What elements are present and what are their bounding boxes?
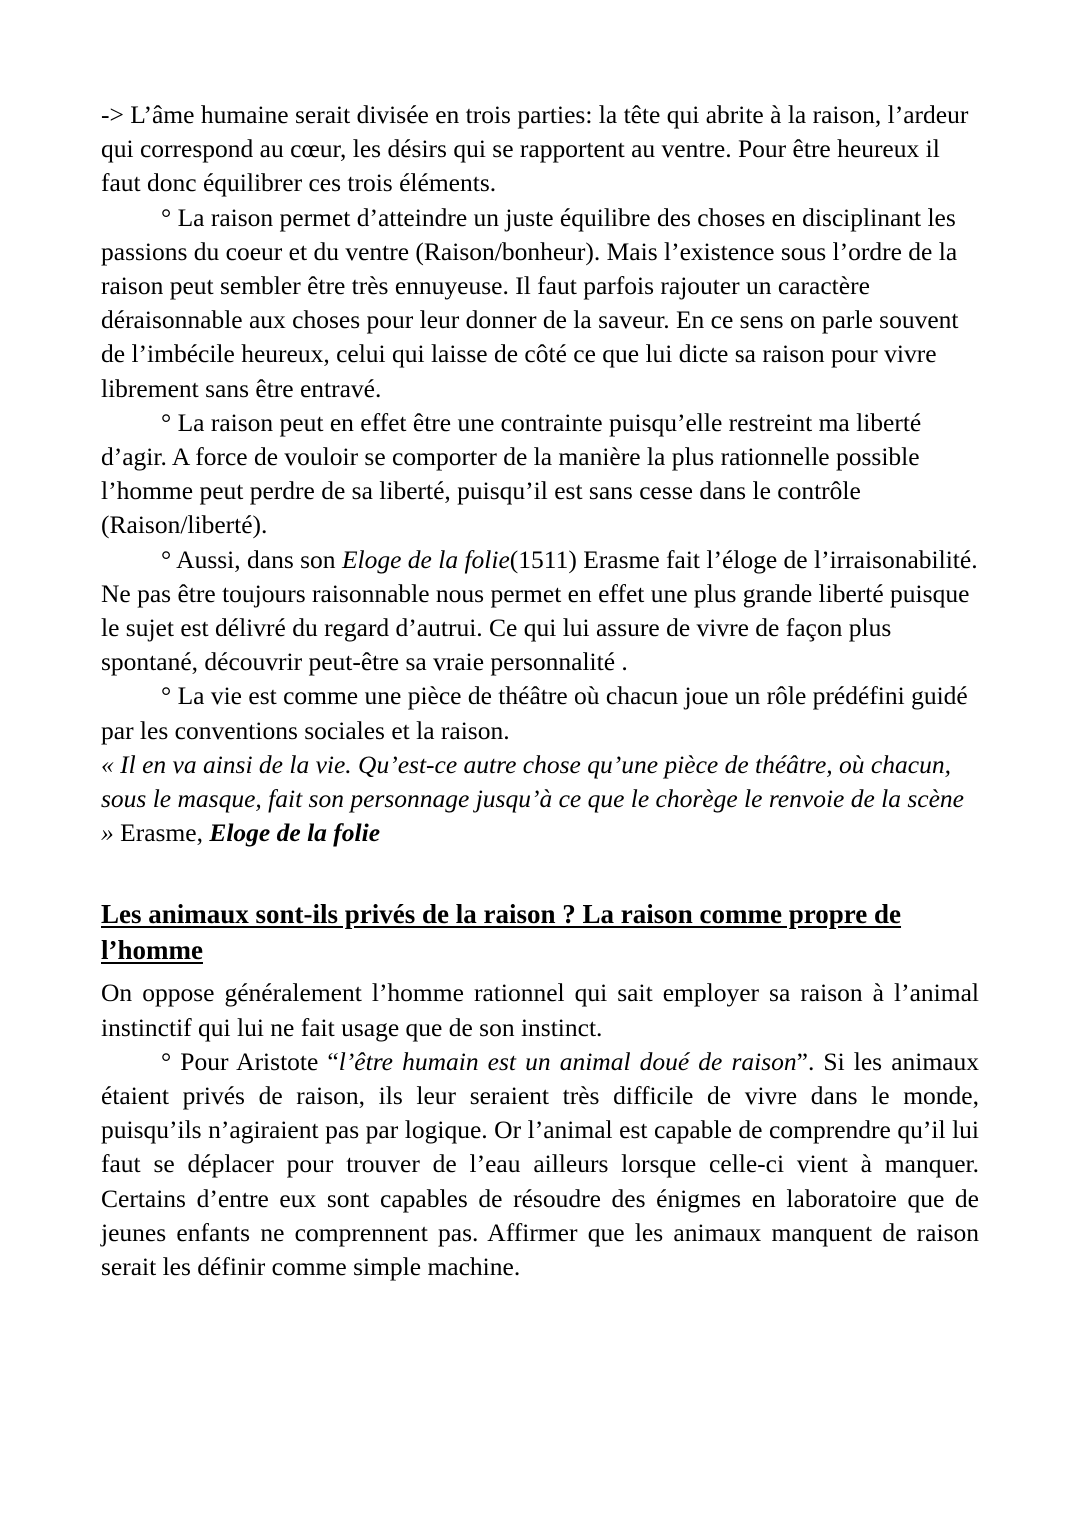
aristote-suffix: ”. Si les animaux étaient privés de raison, ils leur seraient très difficile de vivre dans le monde, puisqu’ils n’agiraient pas par logique. Or l’animal est capable de comprendre qu’il lui faut se déplacer pour trouver de l’eau ailleurs lorsque celle-ci vient à manquer. Certains d’entre eux sont capables de résoudre des énigmes en laboratoire que de jeunes enfants ne comprennent pas. Affirmer que les animaux manquent de raison serait les définir comme simple machine. — [101, 1046, 979, 1282]
blockquote-erasme — [101, 748, 979, 851]
document-content — [101, 98, 979, 1284]
paragraph-homme-vs-animal: On oppose généralement l’homme rationnel qui sait employer sa raison à l’animal instinctif qui lui ne fait usage que de son instinct. — [101, 978, 979, 1042]
quotation-work-title: Eloge de la folie — [209, 818, 381, 848]
quotation-author: Erasme, — [120, 818, 210, 848]
quotation-text: « Il en va ainsi de la vie. Qu’est-ce autre chose qu’une pièce de théâtre, où chacun, sous le masque, fait son personnage jusqu’à ce que le chorège le renvoie de la scène » — [101, 749, 965, 848]
section-heading-animaux-raison: Les animaux sont-ils privés de la raison ? La raison comme propre de l’homme — [101, 899, 902, 966]
paragraph-intro: -> L’âme humaine serait divisée en trois parties: la tête qui abrite à la raison, l’ardeur qui correspond au cœur, les désirs qui se rapportent au ventre. Pour être heureux il faut donc équilibrer ces trois éléments. — [101, 100, 969, 198]
work-title-eloge-de-la-folie-italic: Eloge de la folie — [341, 544, 510, 574]
aristote-prefix: ° Pour Aristote “ — [161, 1046, 339, 1076]
heading-top-spacer — [101, 850, 979, 896]
bullet-erasme-suffix: (1511) Erasme fait l’éloge de l’irraisonabilité. Ne pas être toujours raisonnable nous permet en effet une plus grande liberté puisque le sujet est délivré du regard d’autrui. Ce qui lui assure de vivre de façon plus spontané, découvrir peut-être sa vraie personnalité . — [101, 544, 978, 677]
paragraph-bullet-vie-theatre: ° La vie est comme une pièce de théâtre où chacun joue un rôle prédéfini guidé par les conventions sociales et la raison. — [101, 681, 968, 745]
bullet-erasme-prefix: ° Aussi, dans son — [161, 544, 342, 574]
paragraph-bullet-raison-contrainte: ° La raison peut en effet être une contrainte puisqu’elle restreint ma liberté d’agir. A force de vouloir se comporter de la manière la plus rationnelle possible l’homme peut perdre de sa liberté, puisqu’il est sans cesse dans le contrôle (Raison/liberté). — [101, 407, 922, 540]
aristote-quote-italic: l’être humain est un animal doué de raison — [338, 1046, 797, 1076]
paragraph-bullet-aristote — [101, 1045, 979, 1284]
paragraph-bullet-raison-equilibre: ° La raison permet d’atteindre un juste équilibre des choses en disciplinant les passions du coeur et du ventre (Raison/bonheur). Mais l’existence sous l’ordre de la raison peut sembler être très ennuyeuse. Il faut parfois rajouter un caractère déraisonnable aux choses pour leur donner de la saveur. En ce sens on parle souvent de l’imbécile heureux, celui qui laisse de côté ce que lui dicte sa raison pour vivre librement sans être entravé. — [101, 202, 959, 403]
heading-bottom-spacer — [101, 968, 979, 976]
paragraph-bullet-erasme-eloge — [101, 543, 979, 680]
